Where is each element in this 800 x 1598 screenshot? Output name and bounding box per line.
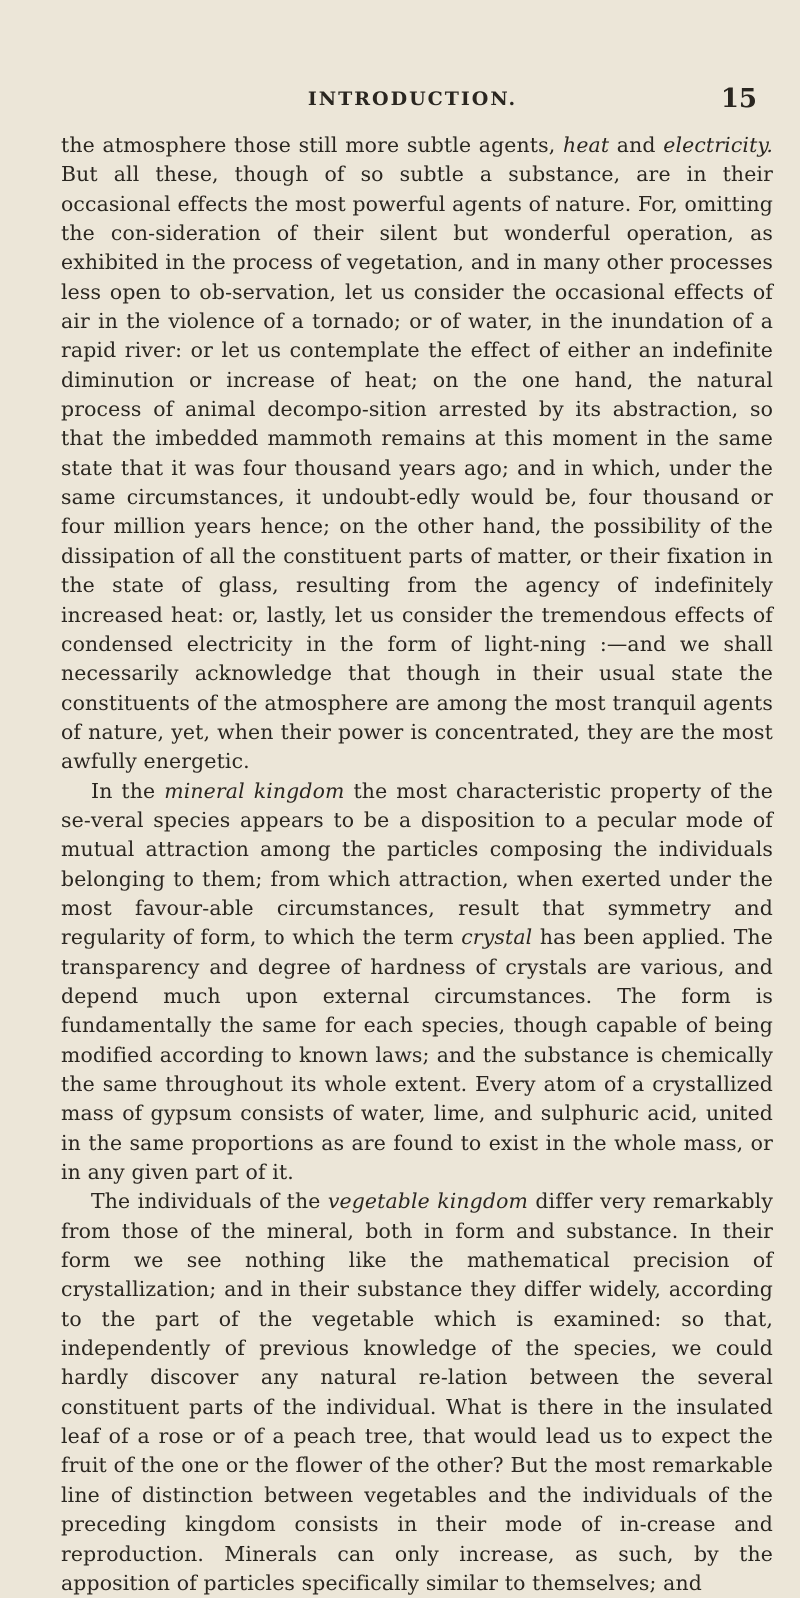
- text-run: and: [609, 133, 664, 157]
- paragraph: [61, 1187, 773, 1598]
- text-run: the most characteristic property of the se-veral species appears to be a disposition to a pecular mode of mutual attraction among the particles composing the individuals belonging to them; from which attraction, when exerted under the most favour-able circumstances, result that symmetry and regularity of form, to which the term: [61, 778, 773, 950]
- paragraph: [61, 131, 773, 777]
- italic-run: crystal: [461, 925, 533, 950]
- page-number: 15: [720, 84, 757, 114]
- paragraph: [61, 777, 773, 1188]
- text-run: differ very remarkably from those of the mineral, both in form and substance. In their form we see nothing like the mathematical precision of crystallization; and in their substance they differ widely, according to the part of the vegetable which is examined: so that, independently of previous knowledge of the species, we could hardly discover any natural re-lation between the several constituent parts of the individual. What is there in the insulated leaf of a rose or of a peach tree, that would lead us to expect the fruit of the one or the flower of the other? But the most remarkable line of distinction between vegetables and the individuals of the preceding kingdom consists in their mode of in-crease and reproduction. Minerals can only increase, as such, by the apposition of particles specifically similar to themselves; and: [61, 1189, 773, 1595]
- italic-run: mineral kingdom: [164, 778, 345, 803]
- italic-run: electricity.: [663, 133, 773, 157]
- text-run: the atmosphere those still more subtle agents,: [61, 133, 564, 157]
- text-run: The individuals of the: [91, 1189, 328, 1214]
- italic-run: vegetable kingdom: [327, 1189, 528, 1214]
- running-title: INTRODUCTION.: [307, 88, 518, 110]
- text-run: But all these, though of so subtle a substance, are in their occasional effects the most powerful agents of nature. For, omitting the con-sideration of their silent but wonderful operation, as exhibited in the process of vegetation, and in many other processes less open to ob-servation, let us consider the occasional effects of air in the violence of a tornado; or of water, in the inundation of a rapid river: or let us contemplate the effect of either an indefinite diminution or increase of heat; on the one hand, the natural process of animal decompo-sition arrested by its abstraction, so that the imbedded mammoth remains at this moment in the same state that it was four thousand years ago; and in which, under the same circumstances, it undoubt-edly would be, four thousand or four million years hence; on the other hand, the possibility of the dissipation of all the constituent parts of matter, or their fixation in the state of glass, resulting from the agency of indefinitely increased heat: or, lastly, let us consider the tremendous effects of condensed electricity in the form of light-ning :—and we shall necessarily acknowledge that though in their usual state the constituents of the atmosphere are among the most tranquil agents of nature, yet, when their power is concentrated, they are the most awfully energetic.: [61, 162, 773, 774]
- italic-run: heat: [563, 133, 610, 157]
- running-head: [60, 84, 765, 118]
- text-run: In the: [91, 778, 165, 803]
- body-text: [61, 131, 773, 1598]
- text-run: has been applied. The transparency and degree of hardness of crystals are various, and depend much upon external circumstances. The form is fundamentally the same for each species, though capable of being modified according to known laws; and the substance is chemically the same throughout its whole extent. Every atom of a crystallized mass of gypsum consists of water, lime, and sulphuric acid, united in the same proportions as are found to exist in the whole mass, or in any given part of it.: [61, 925, 773, 1185]
